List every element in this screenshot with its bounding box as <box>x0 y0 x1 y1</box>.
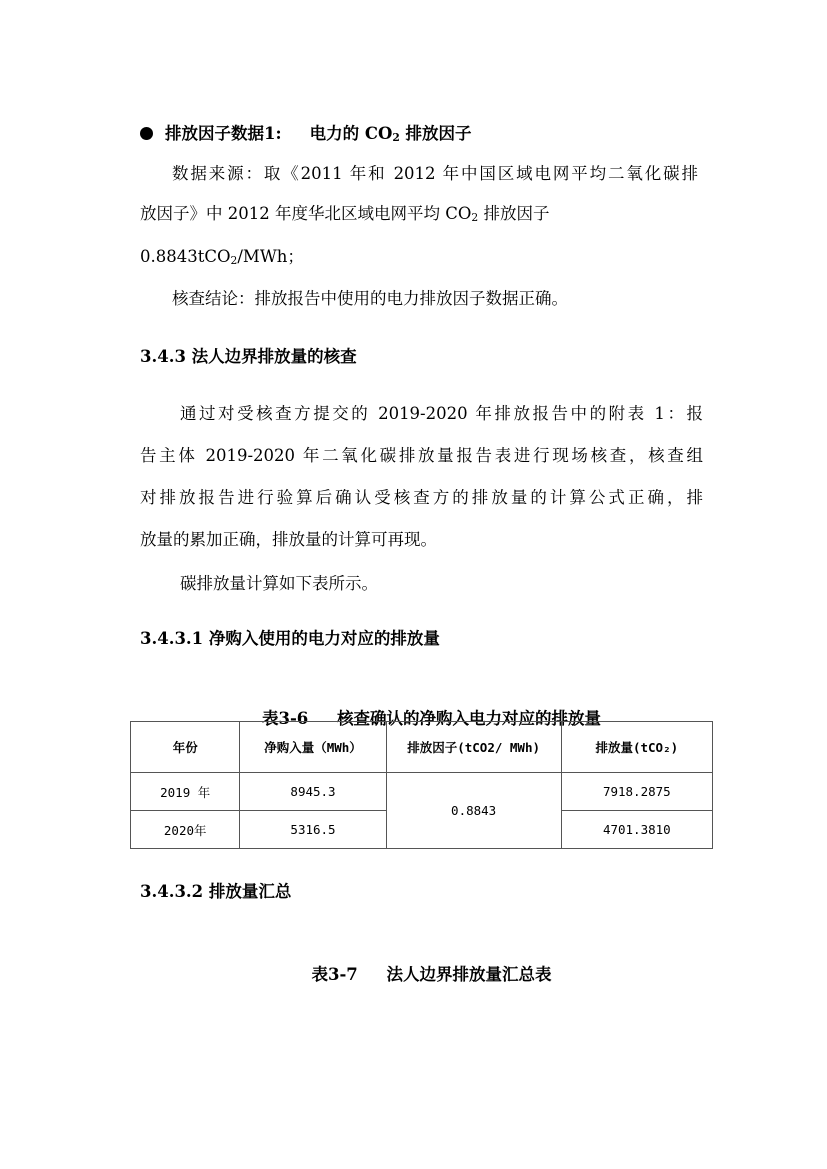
cell-emission: 4701.3810 <box>561 811 712 849</box>
table-header-row <box>131 722 713 773</box>
header-factor: 排放因子(tCO2/ MWh) <box>386 722 561 773</box>
cell-purchase: 8945.3 <box>240 773 386 811</box>
source-line-1 <box>172 160 698 184</box>
cell-emission: 7918.2875 <box>561 773 712 811</box>
section-3431-heading-text: 3.4.3.1 净购入使用的电力对应的排放量 <box>140 629 440 648</box>
table-36-caption-text: 表3-6 核查确认的净购入电力对应的排放量 <box>261 709 602 728</box>
section-343-heading <box>140 343 357 367</box>
para-text-1: 通过对受核查方提交的 2019-2020 年排放报告中的附表 1：报 <box>180 404 703 423</box>
table-row <box>131 773 713 811</box>
para-line-4 <box>140 526 437 550</box>
source-text-3a: 0.8843tCO <box>140 247 231 266</box>
para-line-1 <box>180 400 703 424</box>
section-343-heading-text: 3.4.3 法人边界排放量的核查 <box>140 347 357 366</box>
para-text-3: 对排放报告进行验算后确认受核查方的排放量的计算公式正确，排 <box>140 488 703 507</box>
emission-factor-title <box>140 120 472 144</box>
para-text-2: 告主体 2019-2020 年二氧化碳排放量报告表进行现场核查，核查组 <box>140 446 703 465</box>
para-2 <box>180 570 378 594</box>
table-37-caption-text: 表3-7 法人边界排放量汇总表 <box>311 965 552 984</box>
cell-factor: 0.8843 <box>386 773 561 849</box>
cell-year: 2020年 <box>131 811 240 849</box>
conclusion-line <box>172 285 568 309</box>
source-line-3 <box>140 243 304 267</box>
header-year: 年份 <box>131 722 240 773</box>
section-3431-heading <box>140 625 440 649</box>
source-sub-2: 2 <box>471 211 479 224</box>
para-line-2 <box>140 442 703 466</box>
para-2-text: 碳排放量计算如下表所示。 <box>180 574 378 593</box>
source-text-2b: 排放因子 <box>478 204 550 223</box>
source-sub-3: 2 <box>230 254 238 267</box>
source-text-3b: /MWh； <box>237 247 304 266</box>
title-part2: 电力的 CO <box>309 124 393 143</box>
section-3432-heading-text: 3.4.3.2 排放量汇总 <box>140 882 292 901</box>
title-sub: 2 <box>392 131 400 144</box>
cell-year: 2019 年 <box>131 773 240 811</box>
bullet-icon <box>140 127 153 140</box>
para-text-4: 放量的累加正确，排放量的计算可再现。 <box>140 530 437 549</box>
section-3432-heading <box>140 878 291 902</box>
source-text-2a: 放因子》中 2012 年度华北区域电网平均 CO <box>140 204 472 223</box>
title-part1: 排放因子数据1: <box>165 124 282 143</box>
source-line-2 <box>140 200 549 224</box>
title-part3: 排放因子 <box>399 124 472 143</box>
header-purchase: 净购入量（MWh） <box>240 722 386 773</box>
header-emission: 排放量(tCO₂) <box>561 722 712 773</box>
para-line-3 <box>140 484 703 508</box>
source-text-1: 数据来源：取《2011 年和 2012 年中国区域电网平均二氧化碳排 <box>172 164 698 183</box>
conclusion-text: 核查结论：排放报告中使用的电力排放因子数据正确。 <box>172 289 568 308</box>
table-37-caption <box>0 942 827 1004</box>
cell-purchase: 5316.5 <box>240 811 386 849</box>
table-36 <box>130 721 713 849</box>
